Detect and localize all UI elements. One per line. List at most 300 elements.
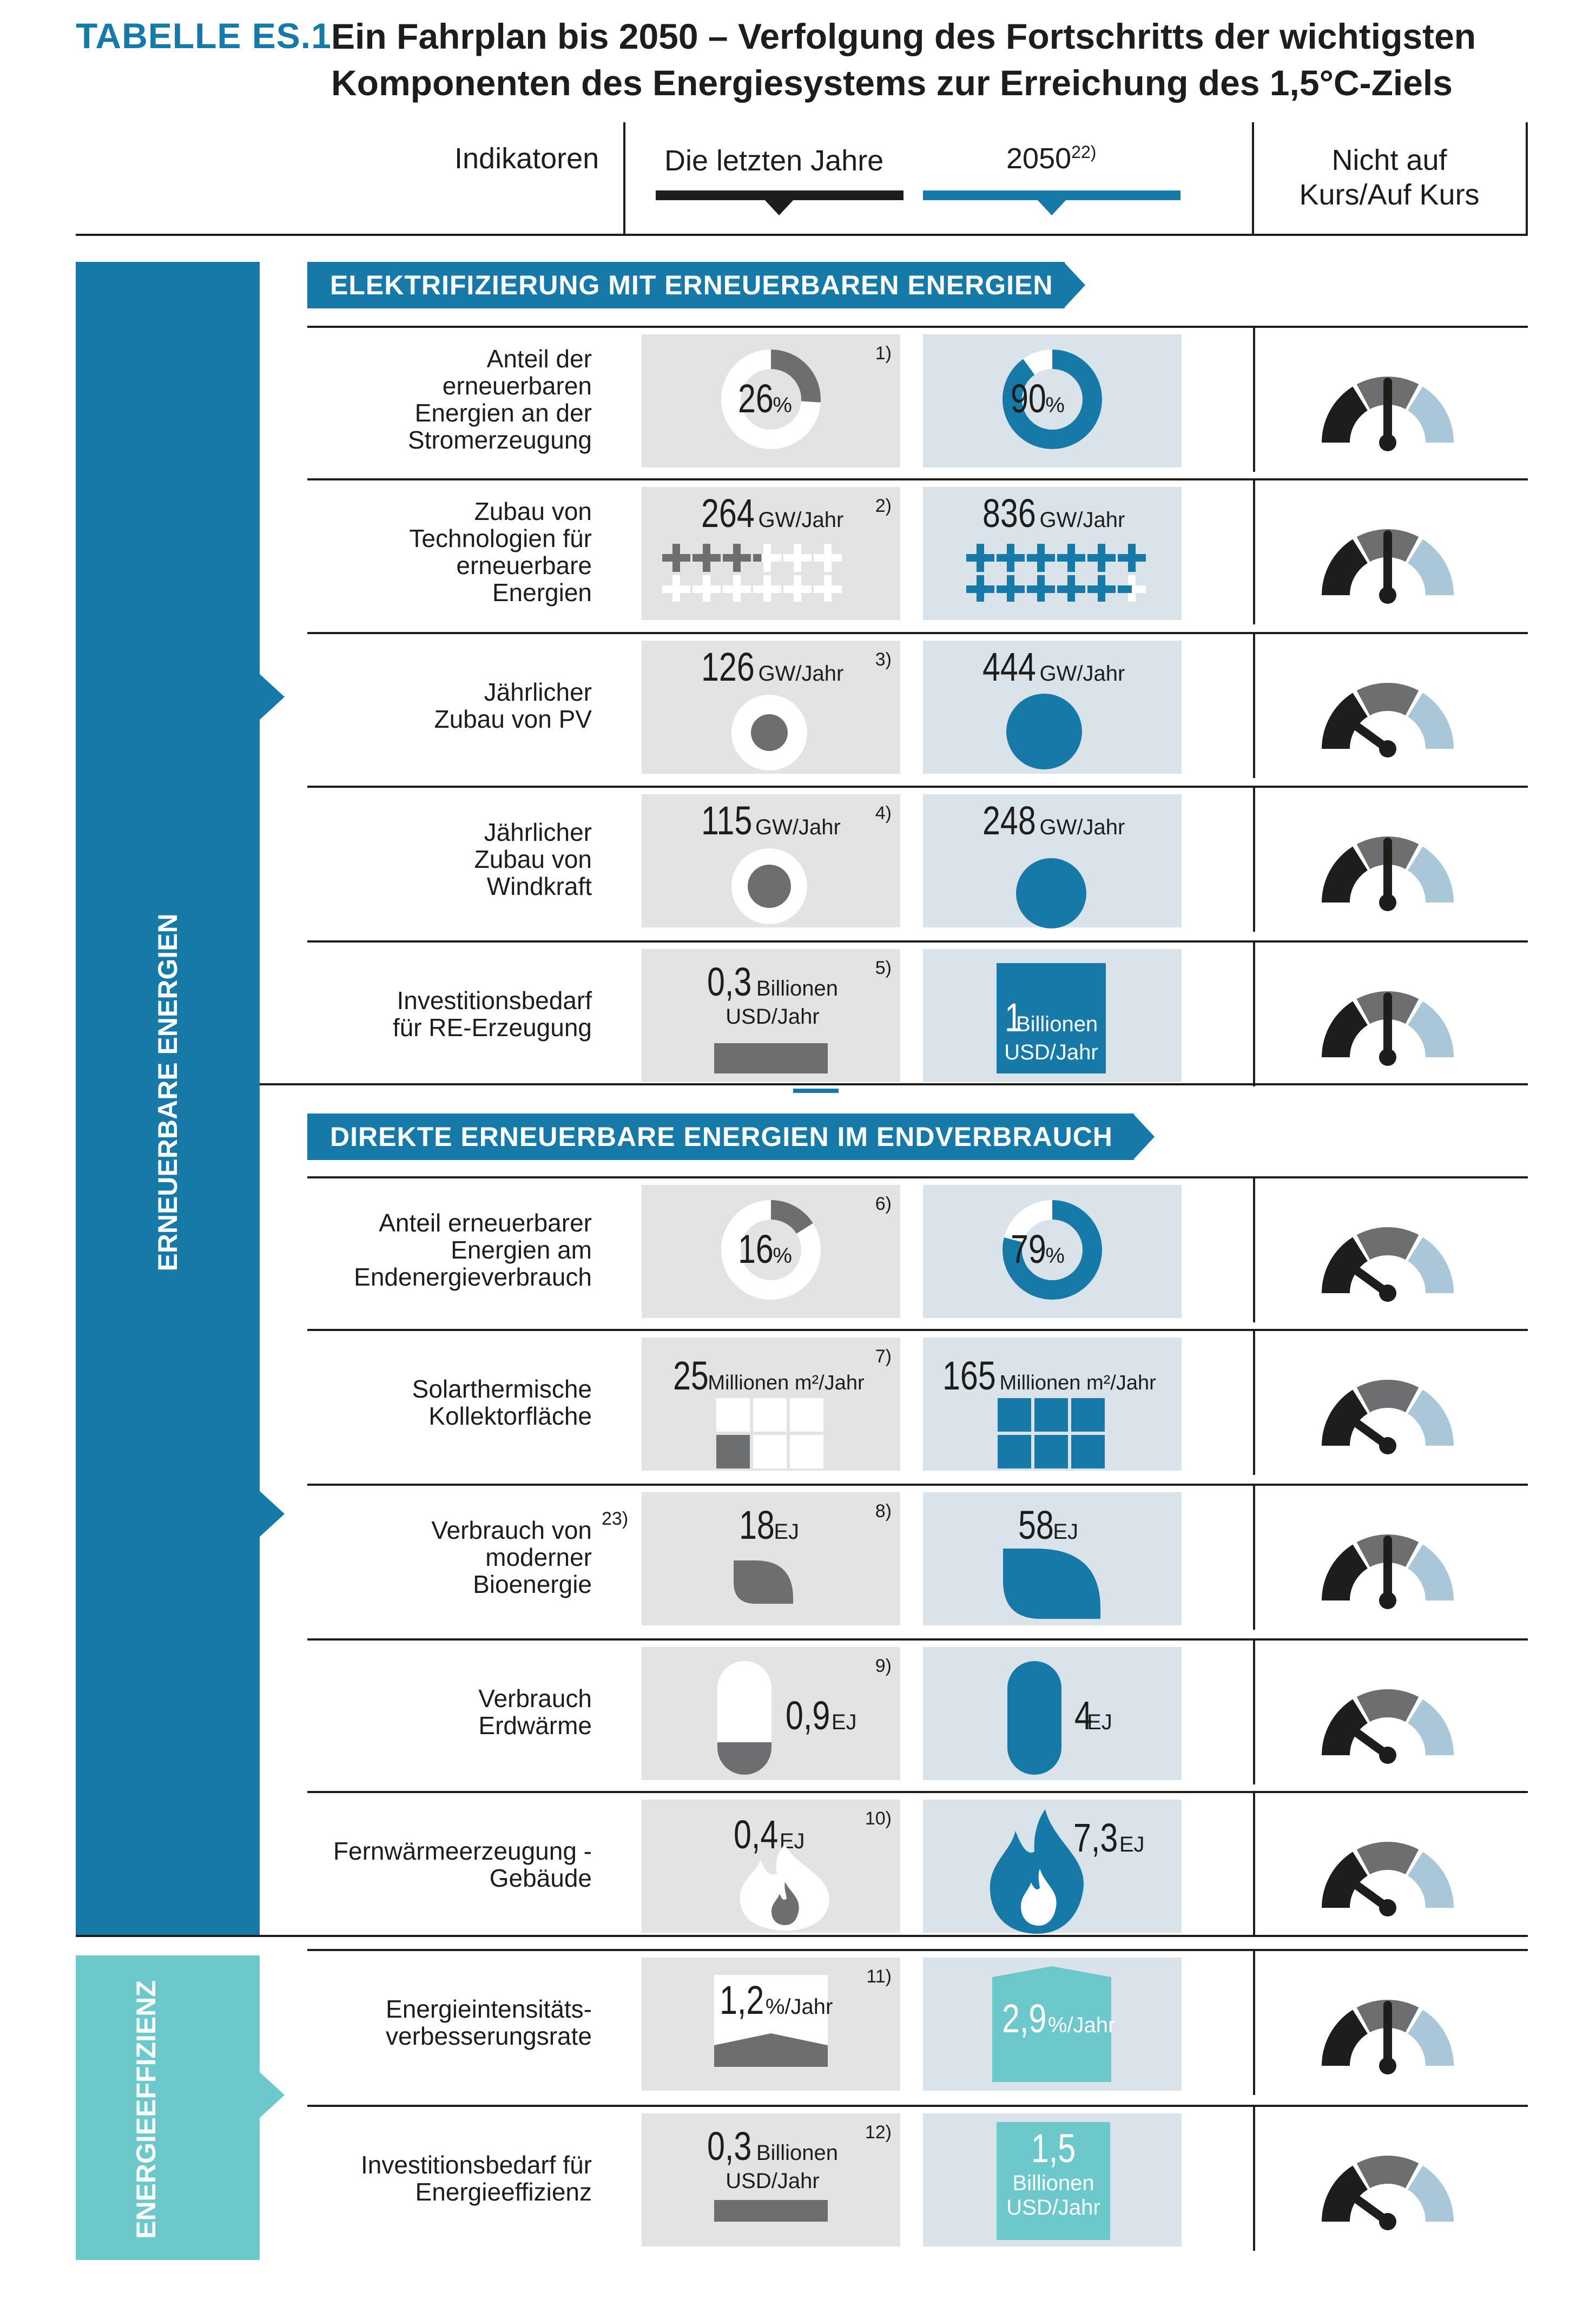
value-unit: GW/Jahr bbox=[1039, 662, 1125, 686]
gauge-segment-black bbox=[1322, 539, 1368, 595]
plus-mark bbox=[693, 544, 721, 572]
indicator-label-line: Fernwärmeerzeugung - bbox=[333, 1837, 592, 1865]
plus-mark bbox=[966, 544, 994, 572]
header-status-1: Nicht auf bbox=[1331, 144, 1447, 176]
value-number: 26 bbox=[738, 376, 774, 421]
plus-mark bbox=[1027, 544, 1055, 572]
status-divider bbox=[1253, 1638, 1255, 1784]
tile bbox=[1071, 1398, 1105, 1432]
row-rule bbox=[307, 1949, 1528, 1951]
header-divider-3 bbox=[1526, 122, 1528, 236]
indicator-label-line: erneuerbaren bbox=[442, 372, 592, 400]
value-unit: EJ bbox=[1053, 1520, 1078, 1544]
value-unit: Billionen bbox=[756, 977, 839, 1000]
table-row bbox=[0, 788, 1596, 931]
indicator-label bbox=[307, 1685, 592, 1739]
indicator-label-line: Solarthermische bbox=[412, 1375, 592, 1403]
target-cell bbox=[923, 1185, 1182, 1318]
plus-mark bbox=[662, 575, 690, 602]
value-unit-2: USD/Jahr bbox=[726, 1005, 820, 1029]
tile bbox=[1071, 1435, 1105, 1468]
gauge-icon bbox=[1315, 1365, 1461, 1457]
row-rule bbox=[307, 1791, 1528, 1793]
recent-cell bbox=[642, 487, 900, 620]
target-cell bbox=[923, 2113, 1182, 2247]
gauge-segment-grey bbox=[1357, 683, 1419, 715]
value-unit: Millionen m²/Jahr bbox=[999, 1372, 1156, 1394]
target-cell bbox=[923, 1800, 1182, 1933]
value-unit: Billionen bbox=[1012, 2171, 1094, 2195]
table-row bbox=[0, 1793, 1596, 1936]
footnote: 3) bbox=[875, 649, 892, 670]
value-number: 126 bbox=[701, 644, 755, 689]
value-number: 264 bbox=[701, 491, 755, 536]
plus-mark bbox=[814, 575, 842, 602]
status-divider bbox=[1253, 940, 1255, 1086]
gauge-segment-blue bbox=[1408, 1545, 1454, 1600]
value-target bbox=[1011, 376, 1065, 421]
value-unit: % bbox=[1045, 1244, 1065, 1268]
value-unit: GW/Jahr bbox=[1039, 815, 1125, 839]
row-rule bbox=[307, 1329, 1528, 1331]
recent-cell bbox=[642, 949, 900, 1082]
status-divider bbox=[1253, 1329, 1255, 1475]
value-unit: Billionen bbox=[1015, 1012, 1098, 1036]
row-rule bbox=[307, 940, 1528, 943]
plus-mark bbox=[1118, 544, 1146, 572]
indicator-label bbox=[307, 1837, 592, 1892]
value-target bbox=[1074, 1692, 1112, 1738]
footnote: 5) bbox=[875, 958, 892, 978]
indicator-label-line: Verbrauch bbox=[478, 1684, 592, 1712]
gauge-icon bbox=[1315, 2140, 1461, 2232]
value-target bbox=[1002, 1995, 1115, 2041]
gauge-hub bbox=[1379, 1437, 1396, 1454]
plus-mark bbox=[783, 575, 812, 602]
indicator-label-line: Verbrauch von bbox=[431, 1516, 592, 1544]
tile bbox=[790, 1398, 823, 1432]
status-divider bbox=[1253, 1176, 1255, 1322]
tile bbox=[753, 1398, 787, 1432]
value-number: 0,3 bbox=[707, 2124, 752, 2169]
plus-mark bbox=[723, 575, 751, 602]
gauge-segment-grey bbox=[1357, 1227, 1419, 1260]
plus-mark bbox=[1027, 575, 1055, 602]
plus-mark bbox=[997, 575, 1025, 602]
gauge-hub bbox=[1379, 1284, 1396, 1302]
plus-mark bbox=[814, 544, 842, 572]
gauge-icon bbox=[1315, 976, 1461, 1068]
value-unit: EJ bbox=[779, 1829, 805, 1853]
plus-grid bbox=[662, 542, 857, 602]
gauge-icon bbox=[1315, 1985, 1461, 2077]
table-row bbox=[0, 634, 1596, 777]
row-rule bbox=[307, 326, 1528, 328]
status-divider bbox=[1253, 2105, 1255, 2251]
value-recent bbox=[739, 1502, 799, 1548]
indicator-label bbox=[307, 1375, 592, 1430]
gauge-hub bbox=[1379, 2057, 1396, 2074]
value-number: 1,2 bbox=[720, 1978, 764, 2023]
value-number: 90 bbox=[1011, 376, 1046, 421]
recent-cell bbox=[642, 1185, 900, 1318]
value-unit: %/Jahr bbox=[1047, 2013, 1116, 2037]
gauge-segment-black bbox=[1322, 1002, 1368, 1057]
value-number: 0,4 bbox=[734, 1812, 779, 1857]
value-number: 115 bbox=[701, 798, 753, 843]
indicator-label-line: Zubau von bbox=[474, 845, 592, 873]
target-cell bbox=[923, 1958, 1182, 2091]
gauge-hub bbox=[1379, 2213, 1396, 2230]
indicator-label-line: Gebäude bbox=[489, 1864, 592, 1892]
label-footnote: 23) bbox=[602, 1508, 629, 1529]
target-cell bbox=[923, 1338, 1182, 1471]
value-number: 16 bbox=[738, 1227, 774, 1272]
gauge-hub bbox=[1379, 587, 1396, 604]
geothermal-capsule bbox=[717, 1661, 771, 1775]
plus-mark bbox=[753, 544, 781, 572]
value-unit-2: USD/Jahr bbox=[1004, 1040, 1098, 1064]
capacity-dot bbox=[751, 714, 788, 751]
gauge-hub bbox=[1379, 1592, 1396, 1609]
value-unit: Billionen bbox=[756, 2141, 839, 2165]
gauge-segment-blue bbox=[1408, 847, 1454, 903]
plus-mark bbox=[693, 575, 721, 602]
tile bbox=[716, 1435, 750, 1468]
header-target-arrow bbox=[1037, 199, 1067, 215]
page-title bbox=[331, 13, 1575, 106]
tile bbox=[998, 1398, 1031, 1432]
target-cell bbox=[923, 1492, 1182, 1625]
header-recent-arrow bbox=[764, 199, 794, 215]
value-unit: GW/Jahr bbox=[1039, 508, 1125, 532]
recent-cell bbox=[642, 794, 900, 927]
recent-cell bbox=[642, 1492, 900, 1625]
footnote: 1) bbox=[875, 343, 892, 364]
indicator-label-line: Energieintensitäts- bbox=[386, 1995, 592, 2023]
capacity-dot bbox=[1006, 694, 1082, 769]
header-status-2: Kurs/Auf Kurs bbox=[1299, 179, 1480, 211]
row-rule bbox=[307, 786, 1528, 788]
gauge-segment-blue bbox=[1408, 1699, 1454, 1755]
tile bbox=[753, 1435, 787, 1468]
target-investment bbox=[997, 963, 1106, 1073]
table-tag: TABELLE ES.1 bbox=[76, 16, 332, 56]
section-header-2: DIREKTE ERNEUERBARE ENERGIEN IM ENDVERBRAUCH bbox=[307, 1114, 1134, 1160]
gauge-segment-black bbox=[1322, 387, 1368, 443]
status-divider bbox=[1253, 1791, 1255, 1937]
table-row bbox=[0, 1486, 1596, 1629]
flame-icon bbox=[734, 1844, 836, 1931]
value-recent bbox=[738, 376, 792, 421]
value-unit: % bbox=[773, 393, 792, 417]
capacity-dot bbox=[748, 865, 791, 908]
value-unit: Millionen m²/Jahr bbox=[708, 1372, 865, 1394]
plus-mark bbox=[1057, 544, 1085, 572]
value-number: 0,3 bbox=[707, 959, 752, 1004]
indicator-label-line: Zubau von bbox=[474, 497, 592, 525]
footnote: 7) bbox=[875, 1346, 892, 1367]
value-number: 25 bbox=[673, 1353, 709, 1398]
value-number: 444 bbox=[982, 644, 1036, 689]
value-unit: GW/Jahr bbox=[758, 508, 844, 532]
table-row bbox=[0, 1331, 1596, 1474]
header-recent: Die letzten Jahre bbox=[664, 144, 884, 177]
indicator-label-line: verbesserungsrate bbox=[386, 2022, 592, 2050]
value-number: 0,9 bbox=[786, 1693, 830, 1738]
indicator-label-line: Stromerzeugung bbox=[407, 426, 592, 454]
indicator-label bbox=[307, 987, 592, 1041]
tile bbox=[716, 1398, 750, 1432]
gauge-icon bbox=[1315, 514, 1461, 606]
status-divider bbox=[1253, 632, 1255, 778]
recent-cell bbox=[642, 334, 900, 467]
tile bbox=[1034, 1398, 1068, 1432]
table-row bbox=[0, 328, 1596, 471]
footnote: 6) bbox=[875, 1194, 892, 1214]
capacity-dot bbox=[1016, 858, 1086, 928]
gauge-segment-blue bbox=[1408, 387, 1454, 443]
indicator-label bbox=[307, 498, 592, 606]
header-divider-1 bbox=[623, 122, 625, 236]
row-rule bbox=[307, 1638, 1528, 1641]
indicator-label bbox=[307, 678, 592, 733]
gauge-segment-black bbox=[1322, 2010, 1368, 2066]
value-number: 836 bbox=[982, 491, 1036, 536]
value-target bbox=[1011, 1226, 1065, 1272]
header-divider-2 bbox=[1252, 122, 1254, 236]
gauge-hub bbox=[1379, 1049, 1396, 1066]
collector-tiles bbox=[998, 1398, 1106, 1470]
value-recent bbox=[701, 490, 843, 536]
indicator-label bbox=[307, 345, 592, 453]
value-unit: EJ bbox=[831, 1710, 857, 1734]
gauge-icon bbox=[1315, 1827, 1461, 1919]
bioenergy-shape bbox=[1003, 1549, 1100, 1619]
indicator-label bbox=[307, 1995, 592, 2050]
plus-mark bbox=[723, 544, 751, 572]
table-row bbox=[0, 943, 1596, 1085]
investment-bar bbox=[714, 1043, 828, 1073]
status-divider bbox=[1253, 1949, 1255, 2095]
value-number: 165 bbox=[942, 1353, 996, 1398]
value-unit: EJ bbox=[774, 1520, 799, 1544]
renewables-side-label: ERNEUERBARE ENERGIEN bbox=[153, 913, 183, 1272]
gauge-icon bbox=[1315, 821, 1461, 913]
target-investment bbox=[997, 2122, 1110, 2240]
tile bbox=[790, 1435, 823, 1468]
indicator-label-line: Anteil der bbox=[486, 345, 592, 373]
value-unit: EJ bbox=[1087, 1710, 1112, 1734]
row-rule bbox=[307, 1176, 1528, 1178]
recent-cell bbox=[642, 1647, 900, 1780]
target-cell bbox=[923, 487, 1182, 620]
indicator-label-line: Windkraft bbox=[486, 872, 592, 900]
gauge-segment-black bbox=[1322, 1545, 1368, 1600]
plus-mark bbox=[753, 575, 781, 602]
gauge-segment-blue bbox=[1408, 539, 1454, 595]
collector-tiles bbox=[716, 1398, 825, 1470]
value-unit: GW/Jahr bbox=[758, 662, 844, 686]
value-recent bbox=[701, 644, 843, 690]
header-rule bbox=[76, 234, 1528, 236]
header-target-fn: 22) bbox=[1071, 142, 1097, 162]
plus-mark bbox=[1057, 575, 1085, 602]
indicator-label-line: Investitionsbedarf für bbox=[360, 2151, 592, 2179]
plus-mark bbox=[997, 544, 1025, 572]
gauge-icon bbox=[1315, 1674, 1461, 1766]
target-cell bbox=[923, 641, 1182, 774]
plus-mark bbox=[1087, 575, 1116, 602]
gauge-segment-blue bbox=[1408, 1237, 1454, 1293]
gauge-hub bbox=[1379, 434, 1396, 451]
footnote: 4) bbox=[875, 803, 892, 824]
target-cell bbox=[923, 949, 1182, 1082]
value-target bbox=[942, 1353, 1156, 1399]
value-unit: GW/Jahr bbox=[755, 815, 841, 839]
target-investment-line bbox=[997, 994, 1106, 1040]
indicator-label-line: Anteil erneuerbarer bbox=[379, 1209, 592, 1237]
header-indicators: Indikatoren bbox=[454, 142, 599, 175]
gauge-segment-black bbox=[1322, 847, 1368, 903]
gauge-segment-blue bbox=[1408, 1852, 1454, 1908]
gauge-hub bbox=[1379, 1899, 1396, 1916]
indicator-label-line: Investitionsbedarf bbox=[397, 986, 592, 1015]
recent-cell bbox=[642, 1338, 900, 1471]
status-divider bbox=[1253, 786, 1255, 932]
gauge-segment-grey bbox=[1357, 1380, 1419, 1412]
value-number: 248 bbox=[982, 798, 1036, 843]
recent-investment bbox=[702, 2123, 843, 2193]
indicator-label bbox=[307, 2151, 592, 2205]
plus-mark bbox=[1087, 544, 1116, 572]
value-recent bbox=[786, 1692, 857, 1738]
header-target-year: 2050 bbox=[1006, 142, 1072, 175]
row-rule bbox=[307, 1484, 1528, 1486]
plus-mark bbox=[783, 544, 812, 572]
gauge-segment-blue bbox=[1408, 2010, 1454, 2066]
gauge-hub bbox=[1379, 894, 1396, 911]
table-row bbox=[0, 1178, 1596, 1321]
value-recent bbox=[701, 798, 841, 844]
footnote: 11) bbox=[866, 1966, 892, 1987]
plus-mark bbox=[662, 544, 690, 572]
value-number: 58 bbox=[1018, 1503, 1054, 1547]
status-divider bbox=[1253, 1484, 1255, 1630]
geothermal-capsule bbox=[1007, 1661, 1061, 1775]
section-header-1-arrow bbox=[1064, 262, 1085, 308]
header-status bbox=[1254, 143, 1525, 212]
plus-grid bbox=[966, 542, 1161, 602]
indicator-label-line: moderner bbox=[485, 1543, 592, 1571]
value-unit-2: USD/Jahr bbox=[726, 2169, 820, 2193]
value-target bbox=[982, 490, 1125, 536]
recent-cell bbox=[642, 641, 900, 774]
value-unit: EJ bbox=[1119, 1833, 1145, 1856]
indicator-label bbox=[307, 819, 592, 900]
value-target bbox=[1073, 1815, 1145, 1861]
value-number: 1 bbox=[1004, 995, 1023, 1040]
indicator-label-line: Energien an der bbox=[414, 399, 592, 427]
gauge-segment-grey bbox=[1357, 1689, 1419, 1722]
indicator-label-line: Jährlicher bbox=[484, 678, 592, 706]
indicator-label-line: Technologien für bbox=[409, 524, 592, 552]
gauge-icon bbox=[1315, 1519, 1461, 1611]
tile bbox=[998, 1435, 1031, 1468]
plus-mark bbox=[1118, 575, 1146, 602]
row-rule bbox=[307, 478, 1528, 480]
indicator-label-line: Bioenergie bbox=[473, 1570, 592, 1598]
tile bbox=[1034, 1435, 1068, 1468]
indicator-label-line: Endenergieverbrauch bbox=[354, 1263, 592, 1291]
recent-cell bbox=[642, 1958, 900, 2091]
gauge-icon bbox=[1315, 668, 1461, 760]
recent-cell bbox=[642, 2113, 900, 2247]
indicator-label-line: Energieeffizienz bbox=[415, 2178, 592, 2206]
efficiency-side-label: ENERGIEEFFIZIENZ bbox=[131, 1980, 161, 2239]
status-divider bbox=[1253, 478, 1255, 624]
footnote: 9) bbox=[875, 1656, 892, 1676]
row-rule bbox=[307, 2105, 1528, 2107]
section-header-1: ELEKTRIFIZIERUNG MIT ERNEUERBAREN ENERGIEN bbox=[307, 262, 1065, 308]
indicator-label-line: Energien bbox=[492, 578, 592, 607]
title-line-2: Komponenten des Energiesystems zur Erreichung des 1,5°C-Ziels bbox=[331, 63, 1453, 103]
gauge-icon bbox=[1315, 361, 1461, 453]
value-number: 7,3 bbox=[1073, 1815, 1118, 1860]
value-number: 1,5 bbox=[1031, 2126, 1076, 2171]
indicator-label-line: Kollektorfläche bbox=[428, 1402, 592, 1430]
gauge-hub bbox=[1379, 1747, 1396, 1764]
value-recent bbox=[720, 1977, 833, 2023]
indicator-label-line: erneuerbare bbox=[456, 551, 592, 579]
value-unit: %/Jahr bbox=[765, 1995, 833, 2019]
gauge-segment-blue bbox=[1408, 2166, 1454, 2222]
table-row bbox=[0, 1951, 1596, 2094]
recent-investment bbox=[702, 959, 843, 1029]
indicator-label-line: Energien am bbox=[451, 1236, 592, 1264]
footnote: 2) bbox=[875, 496, 892, 516]
indicator-label-line: für RE-Erzeugung bbox=[392, 1013, 592, 1042]
value-target bbox=[982, 644, 1125, 690]
target-cell bbox=[923, 334, 1182, 467]
title-line-1: Ein Fahrplan bis 2050 – Verfolgung des Fortschritts der wichtigsten bbox=[331, 16, 1476, 56]
value-unit-2: USD/Jahr bbox=[1006, 2196, 1100, 2219]
investment-bar bbox=[714, 2200, 828, 2222]
gauge-segment-blue bbox=[1408, 1002, 1454, 1057]
scroll-tick bbox=[793, 1089, 839, 1093]
gauge-segment-grey bbox=[1357, 1842, 1419, 1874]
header-target bbox=[1006, 142, 1096, 175]
value-number: 2,9 bbox=[1002, 1996, 1047, 2041]
indicator-label bbox=[307, 1517, 592, 1598]
value-target bbox=[1018, 1502, 1078, 1548]
indicator-label-line: Erdwärme bbox=[478, 1711, 592, 1740]
value-recent bbox=[738, 1226, 792, 1272]
indicator-label-line: Zubau von PV bbox=[434, 705, 592, 733]
value-number: 18 bbox=[739, 1503, 775, 1547]
recent-cell bbox=[642, 1800, 900, 1933]
gauge-segment-grey bbox=[1357, 2156, 1419, 2188]
target-cell bbox=[923, 1647, 1182, 1780]
value-number: 79 bbox=[1011, 1227, 1046, 1272]
status-divider bbox=[1253, 326, 1255, 472]
footnote: 10) bbox=[865, 1808, 892, 1829]
section-header-2-arrow bbox=[1133, 1114, 1155, 1160]
gauge-segment-blue bbox=[1408, 693, 1454, 749]
value-unit: % bbox=[773, 1244, 792, 1268]
gauge-icon bbox=[1315, 1212, 1461, 1304]
indicator-label bbox=[307, 1209, 592, 1290]
